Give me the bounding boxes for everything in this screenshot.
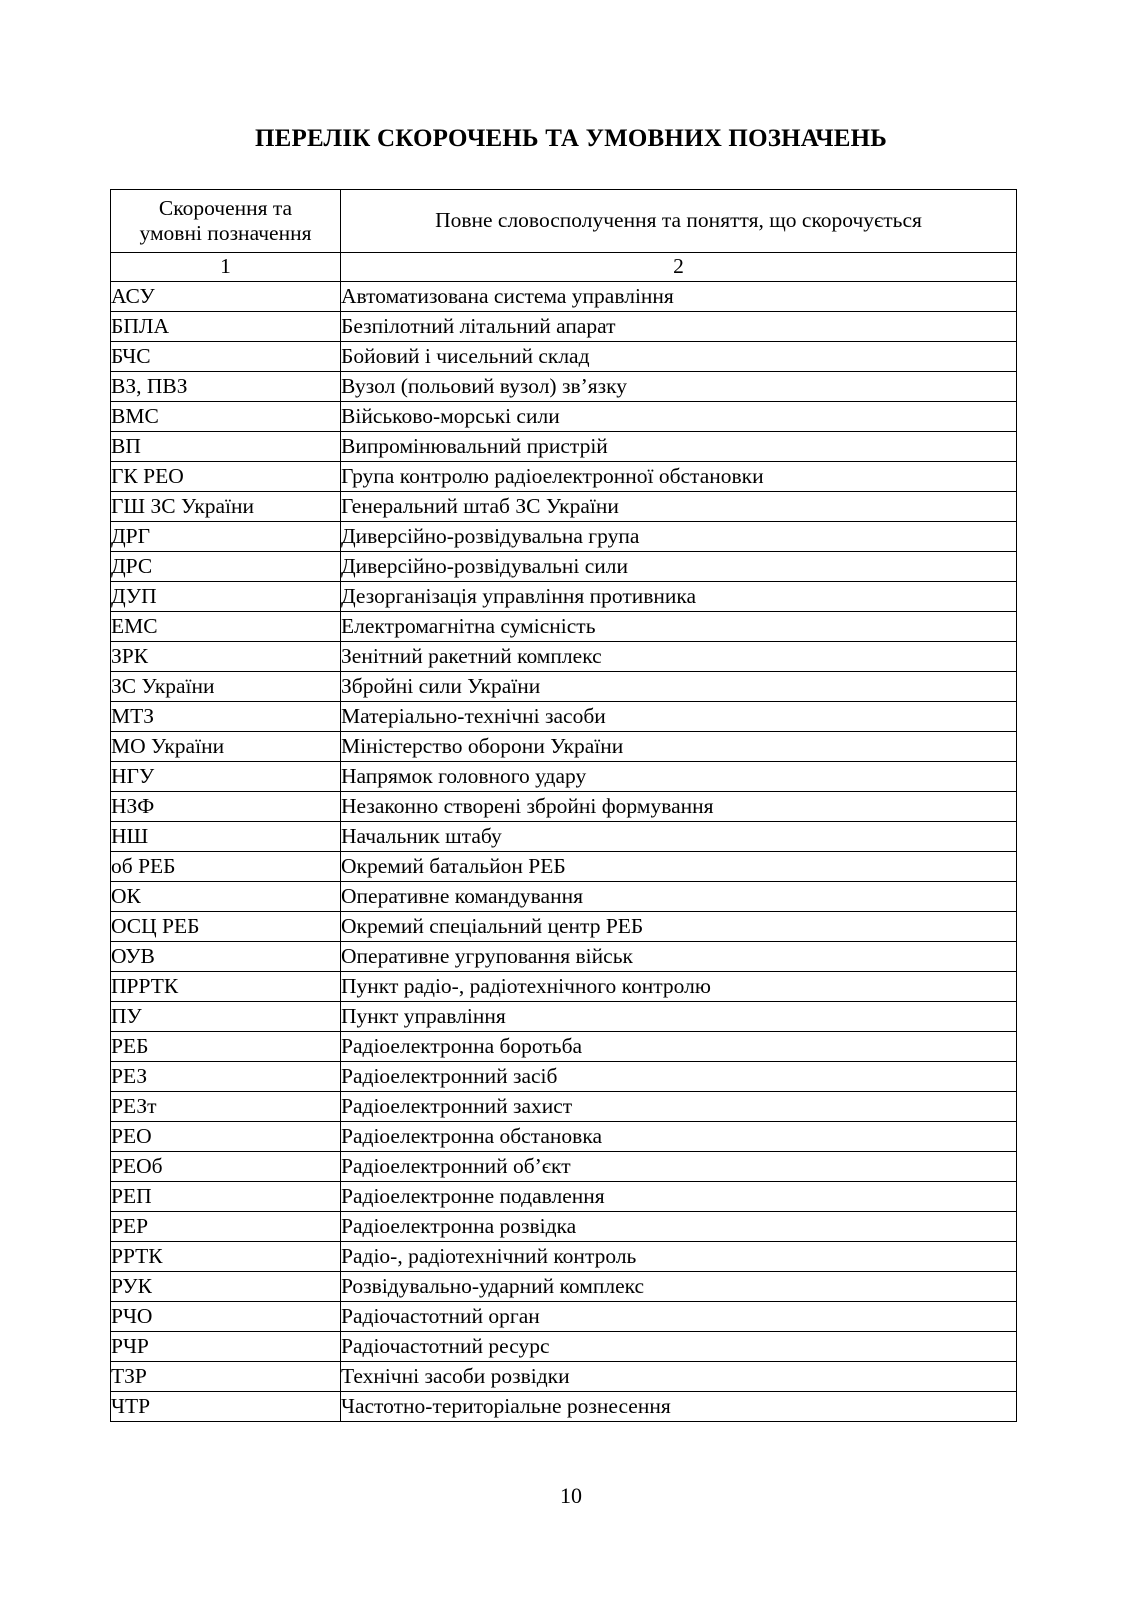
full-phrase-cell: Військово-морські сили [341, 402, 1017, 432]
full-phrase-cell: Автоматизована система управління [341, 282, 1017, 312]
header-abbreviations-line1: Скорочення та [158, 195, 293, 220]
table-row [111, 312, 1017, 342]
full-phrase-cell: Радіоелектронне подавлення [341, 1182, 1017, 1212]
table-row [111, 1152, 1017, 1182]
abbreviation-cell: ЕМС [111, 612, 341, 642]
abbreviation-cell: ТЗР [111, 1362, 341, 1392]
full-phrase-cell: Електромагнітна сумісність [341, 612, 1017, 642]
table-row [111, 1392, 1017, 1422]
full-phrase-cell: Радіочастотний ресурс [341, 1332, 1017, 1362]
full-phrase-cell: Генеральний штаб ЗС України [341, 492, 1017, 522]
full-phrase-cell: Радіоелектронний засіб [341, 1062, 1017, 1092]
table-row [111, 1062, 1017, 1092]
full-phrase-cell: Оперативне командування [341, 882, 1017, 912]
full-phrase-cell: Радіоелектронна розвідка [341, 1212, 1017, 1242]
column-number-1: 1 [111, 253, 341, 282]
full-phrase-cell: Радіо-, радіотехнічний контроль [341, 1242, 1017, 1272]
table-row [111, 1242, 1017, 1272]
full-phrase-cell: Диверсійно-розвідувальні сили [341, 552, 1017, 582]
abbreviation-cell: РЕО [111, 1122, 341, 1152]
full-phrase-cell: Незаконно створені збройні формування [341, 792, 1017, 822]
full-phrase-cell: Радіоелектронний об’єкт [341, 1152, 1017, 1182]
abbreviation-cell: ПРРТК [111, 972, 341, 1002]
abbreviation-cell: РЕЗ [111, 1062, 341, 1092]
abbreviation-cell: ОК [111, 882, 341, 912]
abbreviation-cell: ГК РЕО [111, 462, 341, 492]
full-phrase-cell: Радіочастотний орган [341, 1302, 1017, 1332]
header-abbreviations [111, 190, 341, 253]
abbreviation-cell: ДУП [111, 582, 341, 612]
full-phrase-cell: Окремий батальйон РЕБ [341, 852, 1017, 882]
full-phrase-cell: Вузол (польовий вузол) зв’язку [341, 372, 1017, 402]
abbreviations-table [110, 189, 1017, 1422]
table-row [111, 1002, 1017, 1032]
full-phrase-cell: Зенітний ракетний комплекс [341, 642, 1017, 672]
table-row [111, 642, 1017, 672]
table-row [111, 1362, 1017, 1392]
table-row [111, 372, 1017, 402]
full-phrase-cell: Дезорганізація управління противника [341, 582, 1017, 612]
full-phrase-cell: Радіоелектронна обстановка [341, 1122, 1017, 1152]
abbreviation-cell: НШ [111, 822, 341, 852]
abbreviation-cell: ВМС [111, 402, 341, 432]
table-row [111, 1092, 1017, 1122]
table-row [111, 1272, 1017, 1302]
full-phrase-cell: Матеріально-технічні засоби [341, 702, 1017, 732]
full-phrase-cell: Технічні засоби розвідки [341, 1362, 1017, 1392]
page-title: ПЕРЕЛІК СКОРОЧЕНЬ ТА УМОВНИХ ПОЗНАЧЕНЬ [254, 125, 888, 152]
table-row [111, 552, 1017, 582]
table-row [111, 822, 1017, 852]
table-row [111, 462, 1017, 492]
table-row [111, 1122, 1017, 1152]
full-phrase-cell: Напрямок головного удару [341, 762, 1017, 792]
full-phrase-cell: Безпілотний літальний апарат [341, 312, 1017, 342]
abbreviation-cell: ОУВ [111, 942, 341, 972]
abbreviation-cell: МТЗ [111, 702, 341, 732]
table-row [111, 402, 1017, 432]
full-phrase-cell: Бойовий і чисельний склад [341, 342, 1017, 372]
abbreviation-cell: МО України [111, 732, 341, 762]
table-row [111, 972, 1017, 1002]
table-row [111, 732, 1017, 762]
full-phrase-cell: Радіоелектронний захист [341, 1092, 1017, 1122]
full-phrase-cell: Розвідувально-ударний комплекс [341, 1272, 1017, 1302]
abbreviation-cell: РЕБ [111, 1032, 341, 1062]
abbreviation-cell: об РЕБ [111, 852, 341, 882]
abbreviation-cell: НГУ [111, 762, 341, 792]
abbreviation-cell: АСУ [111, 282, 341, 312]
abbreviation-cell: ЧТР [111, 1392, 341, 1422]
column-number-2: 2 [341, 253, 1017, 282]
full-phrase-cell: Випромінювальний пристрій [341, 432, 1017, 462]
full-phrase-cell: Пункт управління [341, 1002, 1017, 1032]
table-row [111, 342, 1017, 372]
table-row [111, 282, 1017, 312]
table-row [111, 1182, 1017, 1212]
abbreviation-cell: ЗС України [111, 672, 341, 702]
abbreviation-cell: РУК [111, 1272, 341, 1302]
abbreviation-cell: НЗФ [111, 792, 341, 822]
abbreviation-cell: РЧР [111, 1332, 341, 1362]
table-body [111, 282, 1017, 1422]
abbreviation-cell: ЗРК [111, 642, 341, 672]
table-row [111, 702, 1017, 732]
full-phrase-cell: Частотно-територіальне рознесення [341, 1392, 1017, 1422]
full-phrase-cell: Начальник штабу [341, 822, 1017, 852]
abbreviation-cell: БПЛА [111, 312, 341, 342]
abbreviation-cell: РЕР [111, 1212, 341, 1242]
abbreviation-cell: ВП [111, 432, 341, 462]
table-row [111, 492, 1017, 522]
abbreviation-cell: ГШ ЗС України [111, 492, 341, 522]
abbreviation-cell: РЕЗт [111, 1092, 341, 1122]
abbreviation-cell: ВЗ, ПВЗ [111, 372, 341, 402]
abbreviation-cell: ОСЦ РЕБ [111, 912, 341, 942]
full-phrase-cell: Міністерство оборони України [341, 732, 1017, 762]
page-number: 10 [560, 1483, 582, 1508]
table-row [111, 522, 1017, 552]
table-row [111, 882, 1017, 912]
table-row [111, 612, 1017, 642]
header-abbreviations-line2: умовні позначення [139, 221, 312, 245]
table-row [111, 852, 1017, 882]
full-phrase-cell: Окремий спеціальний центр РЕБ [341, 912, 1017, 942]
table-row [111, 432, 1017, 462]
table-row [111, 1032, 1017, 1062]
table-row [111, 672, 1017, 702]
abbreviation-cell: ПУ [111, 1002, 341, 1032]
table-row [111, 1302, 1017, 1332]
full-phrase-cell: Збройні сили України [341, 672, 1017, 702]
abbreviation-cell: РЕП [111, 1182, 341, 1212]
full-phrase-cell: Оперативне угруповання військ [341, 942, 1017, 972]
table-row [111, 792, 1017, 822]
table-header-row [111, 190, 1017, 253]
abbreviation-cell: ДРГ [111, 522, 341, 552]
table-row [111, 942, 1017, 972]
full-phrase-cell: Пункт радіо-, радіотехнічного контролю [341, 972, 1017, 1002]
abbreviation-cell: БЧС [111, 342, 341, 372]
full-phrase-cell: Група контролю радіоелектронної обстановки [341, 462, 1017, 492]
abbreviation-cell: РЧО [111, 1302, 341, 1332]
full-phrase-cell: Радіоелектронна боротьба [341, 1032, 1017, 1062]
table-row [111, 762, 1017, 792]
full-phrase-cell: Диверсійно-розвідувальна група [341, 522, 1017, 552]
table-row [111, 1212, 1017, 1242]
abbreviation-cell: РРТК [111, 1242, 341, 1272]
table-row [111, 1332, 1017, 1362]
table-row [111, 912, 1017, 942]
header-full-phrase: Повне словосполучення та поняття, що скорочується [341, 190, 1017, 253]
abbreviation-cell: ДРС [111, 552, 341, 582]
abbreviation-cell: РЕОб [111, 1152, 341, 1182]
table-column-number-row [111, 253, 1017, 282]
table-row [111, 582, 1017, 612]
